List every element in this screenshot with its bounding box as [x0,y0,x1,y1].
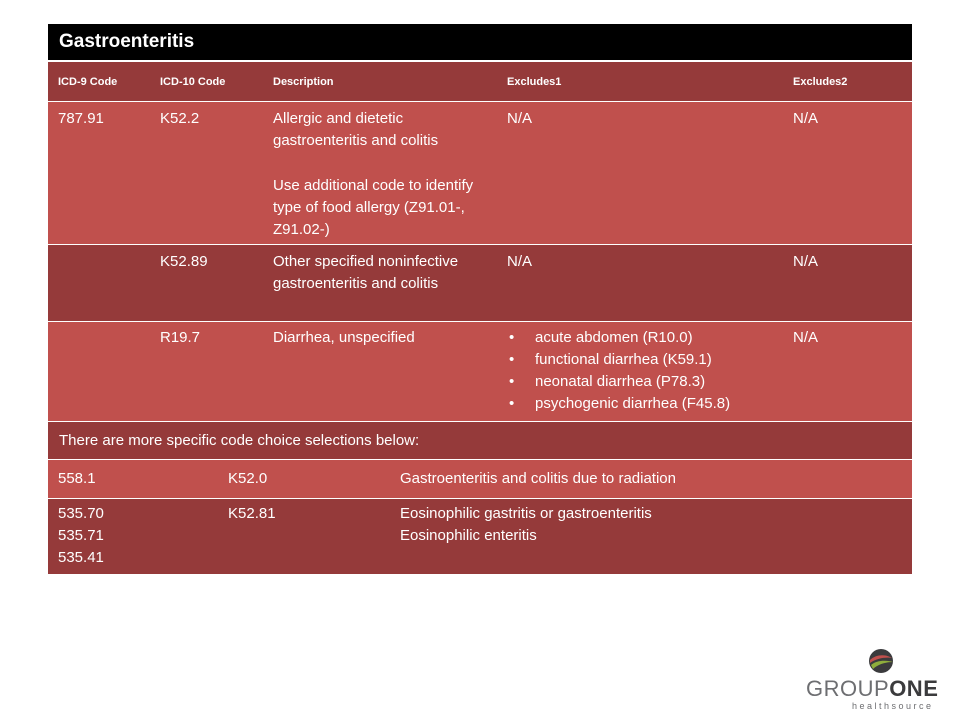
list-item: • psychogenic diarrhea (F45.8) [507,393,773,415]
table-row [48,102,912,245]
table-row [48,460,912,499]
description-cell [390,503,912,574]
description-cell: Gastroenteritis and colitis due to radiation [400,470,676,487]
excludes1-cell [497,327,783,421]
description-cell [263,108,497,244]
globe-swirl-icon [868,648,894,674]
icd10-cell: K52.2 [160,110,200,127]
specific-codes-note: There are more specific code choice selections below: [48,422,912,460]
icd9-code: 535.71 [58,527,104,544]
description-cell: Other specified noninfective gastroenteritis and colitis [273,253,459,292]
excludes2-cell: N/A [793,329,819,346]
description-cell: Diarrhea, unspecified [273,329,415,346]
excludes1-list [507,327,773,415]
table-row [48,245,912,322]
header-icd10: ICD-10 Code [160,75,226,88]
code-table [48,24,912,575]
list-item: • acute abdomen (R10.0) [507,327,773,349]
table-row [48,499,912,575]
header-excludes1: Excludes1 [507,75,562,88]
list-item: • neonatal diarrhea (P78.3) [507,371,773,393]
icd9-cell [48,327,150,421]
icd10-cell: K52.0 [228,470,268,487]
icd9-code: 535.41 [58,549,104,566]
table-row [48,322,912,422]
description-text: Eosinophilic enteritis [400,527,537,544]
header-icd9: ICD-9 Code [58,75,118,88]
list-item: • functional diarrhea (K59.1) [507,349,773,371]
icd10-cell: K52.81 [228,505,276,522]
icd9-cell [48,251,150,321]
icd9-cell: 558.1 [58,470,96,487]
icd9-code: 535.70 [58,505,104,522]
logo-word-light: GROUP [806,676,890,701]
logo-tagline: healthsource [852,701,934,711]
logo-word-bold: ONE [889,676,939,701]
excludes2-cell: N/A [793,110,819,127]
excludes2-cell: N/A [793,253,819,270]
table-header-row [48,62,912,102]
logo-wordmark [806,676,938,702]
excludes1-cell: N/A [507,110,533,127]
table-title: Gastroenteritis [48,24,912,62]
icd9-cell: 787.91 [58,110,104,127]
header-description: Description [273,75,334,88]
header-excludes2: Excludes2 [793,75,848,88]
icd9-cell [48,503,218,574]
description-note: Use additional code to identify type of food allergy (Z91.01-, Z91.02-) [273,177,474,238]
icd10-cell: R19.7 [160,329,201,346]
company-logo [806,648,956,712]
icd10-cell: K52.89 [160,253,208,270]
excludes1-cell: N/A [507,253,533,270]
description-text: Allergic and dietetic gastroenteritis and colitis [273,110,439,149]
description-text: Eosinophilic gastritis or gastroenteritis [400,505,652,522]
